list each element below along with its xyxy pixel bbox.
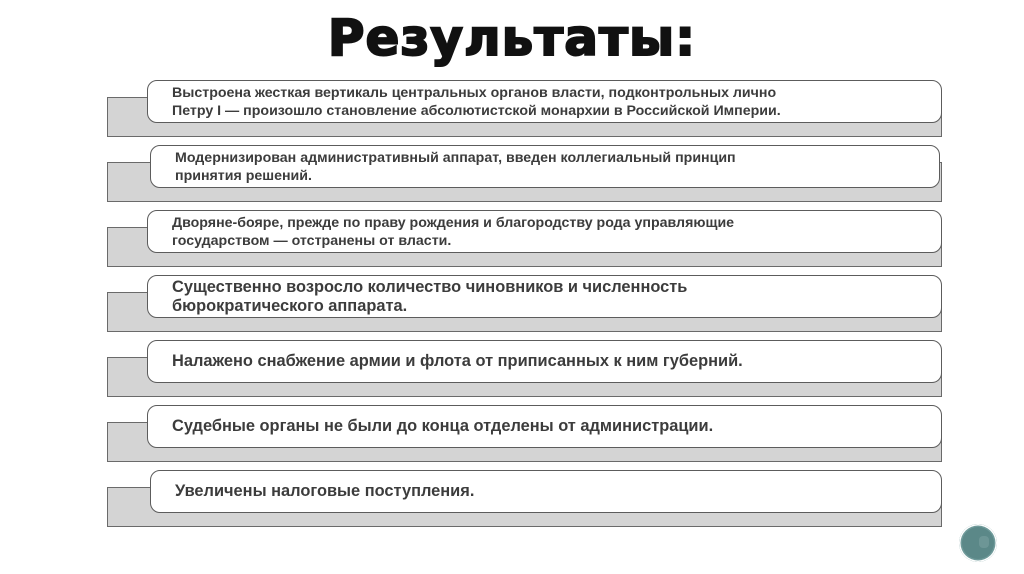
result-item-box [147, 405, 942, 448]
result-item-text [175, 482, 474, 501]
result-item-line: Увеличены налоговые поступления. [175, 482, 475, 500]
result-item-line: Существенно возросло количество чиновников и численность [172, 277, 688, 296]
result-item-line: государством — отстранены от власти. [172, 232, 452, 249]
result-item-line: Выстроена жесткая вертикаль центральных органов власти, подконтрольных лично [172, 84, 777, 101]
result-item-5 [0, 340, 1024, 400]
result-item-line: Петру I — произошло становление абсолютистской монархии в Российской Империи. [172, 102, 781, 119]
result-item-box [147, 210, 942, 253]
result-item-text [172, 84, 781, 120]
result-item-text [172, 278, 687, 316]
result-item-box [147, 275, 942, 318]
result-item-2 [0, 145, 1024, 205]
result-item-line: Судебные органы не были до конца отделены от администрации. [172, 417, 714, 435]
result-item-1 [0, 80, 1024, 140]
result-item-box [150, 470, 942, 513]
result-item-4 [0, 275, 1024, 335]
result-item-3 [0, 210, 1024, 270]
result-item-line: Модернизирован административный аппарат, введен коллегиальный принцип [175, 149, 736, 166]
result-item-box [150, 145, 940, 188]
result-item-text [172, 352, 743, 371]
nav-glyph-icon [979, 536, 989, 548]
result-item-line: Налажено снабжение армии и флота от приписанных к ним губерний. [172, 352, 743, 370]
result-item-text [172, 417, 713, 436]
result-item-box [147, 80, 942, 123]
result-item-7 [0, 470, 1024, 530]
result-item-line: Дворяне-бояре, прежде по праву рождения и благородству рода управляющие [172, 214, 735, 231]
result-item-text [175, 149, 736, 185]
result-item-6 [0, 405, 1024, 465]
result-item-line: принятия решений. [175, 167, 312, 184]
result-item-box [147, 340, 942, 383]
slide-nav-circle-icon[interactable] [959, 524, 997, 562]
result-item-line: бюрократического аппарата. [172, 296, 408, 315]
result-item-text [172, 214, 734, 250]
slide-title: Результаты: [327, 9, 697, 67]
